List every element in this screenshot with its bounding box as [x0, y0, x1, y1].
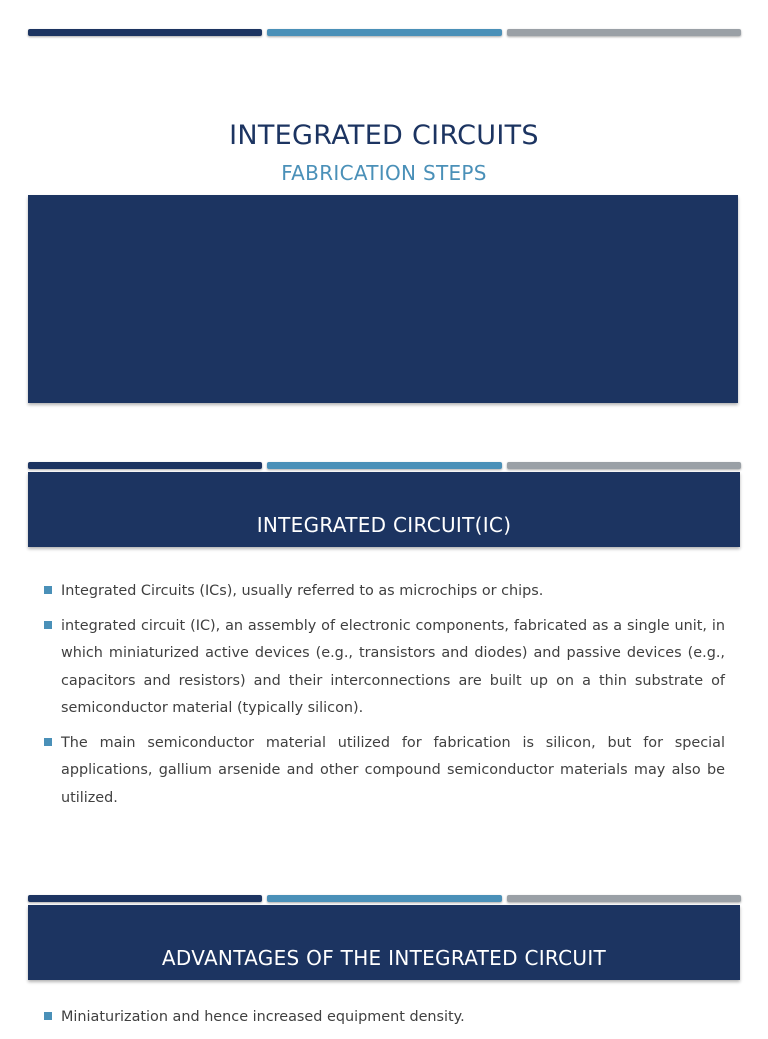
stripe-gray	[507, 462, 741, 469]
bullet-text: integrated circuit (IC), an assembly of electronic components, fabricated as a single unit, in which miniaturized active devices (e.g., transistors and diodes) and passive devices (e.g., capacitors and resistors) and their interconnections are built up on a thin substrate of semiconductor material (typically silicon).	[61, 617, 725, 716]
bullet-text: Integrated Circuits (ICs), usually referred to as microchips or chips.	[61, 583, 544, 599]
stripe-navy	[28, 462, 262, 469]
accent-stripes	[28, 895, 741, 902]
slide-title: INTEGRATED CIRCUITS	[229, 120, 539, 151]
accent-stripes	[28, 29, 741, 36]
section-heading: INTEGRATED CIRCUIT(IC)	[256, 513, 512, 537]
section-header-bar	[28, 472, 740, 547]
bullet-item	[44, 1004, 725, 1032]
square-bullet-icon	[44, 738, 52, 746]
section-heading: ADVANTAGES OF THE INTEGRATED CIRCUIT	[161, 946, 607, 970]
square-bullet-icon	[44, 1012, 52, 1020]
stripe-gray	[507, 29, 741, 36]
bullet-item	[44, 730, 725, 813]
section-header-bar	[28, 905, 740, 980]
title-banner	[28, 195, 738, 403]
stripe-gray	[507, 895, 741, 902]
bullet-item	[44, 613, 725, 723]
stripe-blue	[267, 29, 501, 36]
stripe-navy	[28, 29, 262, 36]
slide-subtitle: FABRICATION STEPS	[281, 161, 487, 185]
bullet-text: The main semiconductor material utilized for fabrication is silicon, but for special applications, gallium arsenide and other compound semiconductor materials may also be utilized.	[61, 734, 725, 806]
stripe-navy	[28, 895, 262, 902]
square-bullet-icon	[44, 586, 52, 594]
bullet-text: Miniaturization and hence increased equipment density.	[61, 1009, 465, 1025]
bullet-list	[44, 578, 725, 819]
stripe-blue	[267, 895, 501, 902]
bullet-item	[44, 578, 725, 606]
square-bullet-icon	[44, 621, 52, 629]
bullet-list	[44, 1004, 725, 1039]
accent-stripes	[28, 462, 741, 469]
stripe-blue	[267, 462, 501, 469]
